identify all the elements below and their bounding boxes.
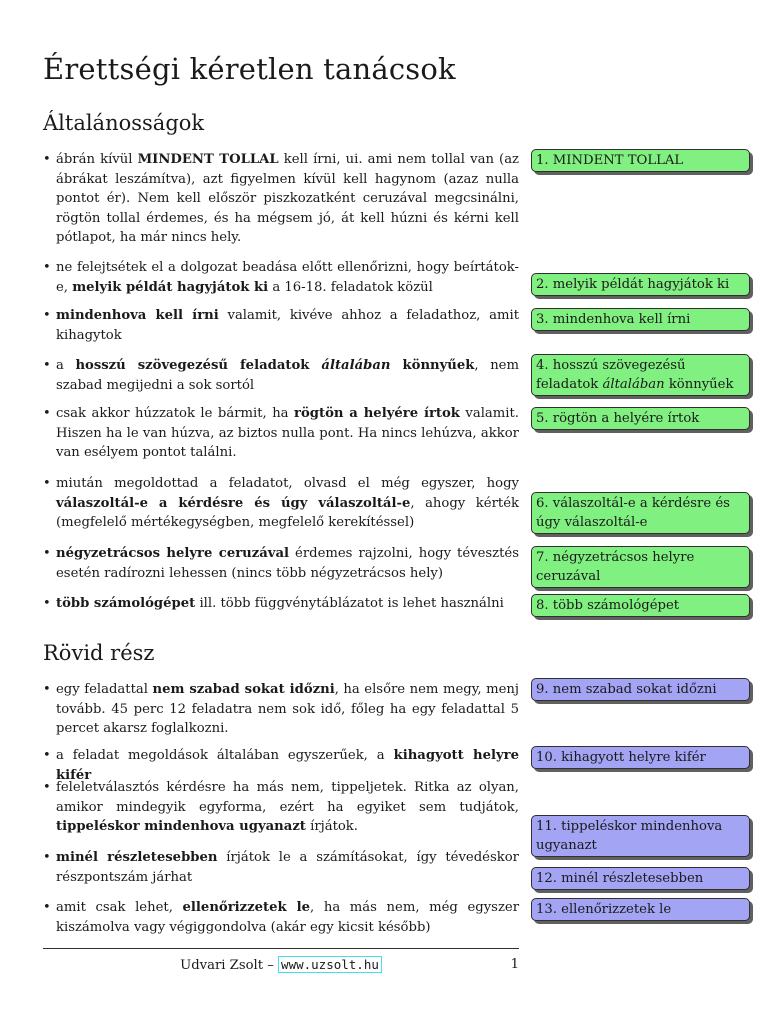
footer-link[interactable]: www.uzsolt.hu (278, 956, 382, 973)
item-text: ne felejtsétek el a dolgozat beadása előtt ellenőrizni, hogy beírtátok-e, melyik példát hagyjátok ki a 16-18. feladatok közül (56, 260, 519, 295)
list-item (43, 544, 519, 583)
list-item (43, 258, 519, 297)
list-item (43, 898, 519, 937)
margin-note-1: 1. MINDENT TOLLAL (531, 149, 750, 172)
list-item (43, 594, 519, 614)
bullet: • (43, 850, 51, 865)
list-item (43, 778, 519, 837)
item-text: miután megoldottad a feladatot, olvasd el még egyszer, hogy válaszoltál-e a kérdésre és úgy válaszoltál-e, ahogy kérték (megfelelő mértékegységben, megfelelő kerekítéssel) (56, 476, 519, 530)
margin-note-11: 11. tippeléskor mindenhova ugyanazt (531, 815, 750, 857)
item-text: amit csak lehet, ellenőrizzetek le, ha más nem, még egyszer kiszámolva vagy végiggondolva (akár egy kicsit később) (56, 900, 519, 935)
bullet: • (43, 358, 51, 373)
bullet: • (43, 406, 51, 421)
item-text: egy feladattal nem szabad sokat időzni, ha elsőre nem megy, menj tovább. 45 perc 12 feladatra nem sok idő, főleg ha egy feladattal 5 percet akarsz foglalkozni. (56, 682, 519, 736)
margin-note-6: 6. válaszoltál-e a kérdésre és úgy válaszoltál-e (531, 492, 750, 534)
section-heading-general: Általánosságok (43, 111, 205, 135)
margin-note-12: 12. minél részletesebben (531, 867, 750, 890)
margin-note-4: 4. hosszú szövegezésű feladatok általában könnyűek (531, 354, 750, 396)
bullet: • (43, 748, 51, 763)
list-item (43, 404, 519, 463)
item-text: négyzetrácsos helyre ceruzával érdemes rajzolni, hogy tévesztés esetén radírozni lehessen (nincs több négyzetrácsos hely) (56, 546, 519, 581)
margin-note-9: 9. nem szabad sokat időzni (531, 678, 750, 701)
item-text: ábrán kívül MINDENT TOLLAL kell írni, ui. ami nem tollal van (az ábrákat leszámítva), azt figyelmen kívül kell hagynom (azaz nulla pontot ér). Nem kell először piszkozatként ceruzával megcsinálni, rögtön tollal érdemes, és ha mégsem jó, át kell húzni és kérni kell pótlapot, ha már nincs hely. (56, 152, 520, 245)
bullet: • (43, 308, 51, 323)
bullet: • (43, 780, 51, 795)
footer-rule (43, 948, 519, 949)
item-text: feleletválasztós kérdésre ha más nem, tippeljetek. Ritka az olyan, amikor mindegyik egyforma, ezért ha egyiket sem tudjátok, tippeléskor mindenhova ugyanazt írjátok. (56, 780, 519, 834)
footer (43, 955, 519, 976)
item-text: több számológépet ill. több függvénytáblázatot is lehet használni (56, 596, 504, 611)
margin-note-8: 8. több számológépet (531, 594, 750, 617)
bullet: • (43, 152, 51, 167)
margin-note-10: 10. kihagyott helyre kifér (531, 746, 750, 769)
bullet: • (43, 260, 51, 275)
list-item (43, 150, 519, 248)
margin-note-13: 13. ellenőrizzetek le (531, 898, 750, 921)
list-item (43, 474, 519, 533)
list-item (43, 848, 519, 887)
item-text: csak akkor húzzatok le bármit, ha rögtön a helyére írtok valamit. Hiszen ha le van húzva, az biztos nulla pont. Ha nincs lehúzva, akkor van esélyem pontot találni. (56, 406, 519, 460)
bullet: • (43, 546, 51, 561)
item-text: mindenhova kell írni valamit, kivéve ahhoz a feladathoz, amit kihagytok (56, 308, 519, 343)
section-heading-short-part: Rövid rész (43, 641, 155, 665)
margin-note-5: 5. rögtön a helyére írtok (531, 407, 750, 430)
bullet: • (43, 900, 51, 915)
bullet: • (43, 596, 51, 611)
item-text: a feladat megoldások általában egyszerűek, a kihagyott helyre kifér (56, 748, 519, 783)
margin-note-2: 2. melyik példát hagyjátok ki (531, 273, 750, 296)
page-number: 1 (510, 957, 519, 972)
bullet: • (43, 682, 51, 697)
footer-author: Udvari Zsolt – (180, 958, 279, 973)
bullet: • (43, 476, 51, 491)
list-item (43, 356, 519, 395)
page-title: Érettségi kéretlen tanácsok (43, 52, 456, 86)
list-item (43, 680, 519, 739)
item-text: a hosszú szövegezésű feladatok általában könnyűek, nem szabad megijedni a sok sortól (56, 358, 519, 393)
margin-note-3: 3. mindenhova kell írni (531, 308, 750, 331)
item-text: minél részletesebben írjátok le a számításokat, így tévedéskor részpontszám járhat (56, 850, 519, 885)
margin-note-7: 7. négyzetrácsos helyre ceruzával (531, 546, 750, 588)
list-item (43, 306, 519, 345)
